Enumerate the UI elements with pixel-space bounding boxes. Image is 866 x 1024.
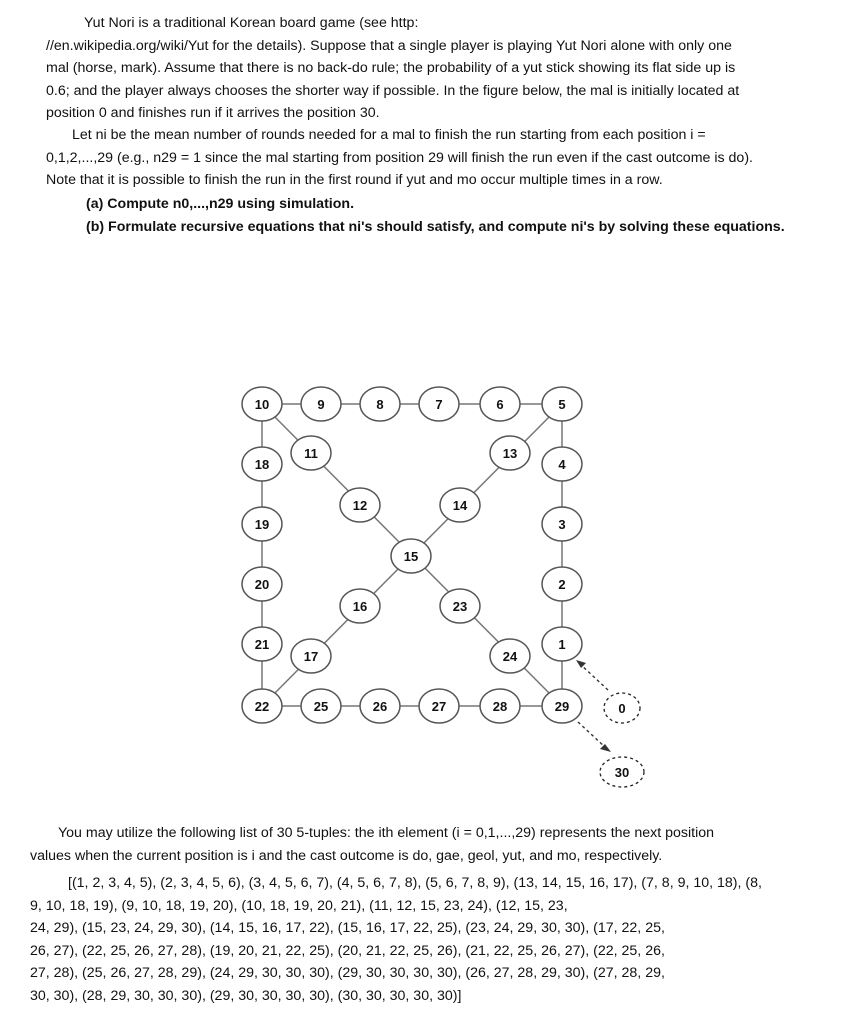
problem-definition	[46, 124, 838, 192]
svg-text:18: 18	[254, 457, 270, 472]
tuple-line-2: 9, 10, 18, 19), (9, 10, 18, 19, 20), (10, 18, 19, 20, 21), (11, 12, 15, 23, 24), (12, 15, 23,	[30, 897, 568, 914]
board-node-top-9	[301, 387, 341, 421]
intro-line-3: mal (horse, mark). Assume that there is no back-do rule; the probability of a yut stick showing its flat side up is	[46, 60, 736, 76]
tuple-line-1: [(1, 2, 3, 4, 5), (2, 3, 4, 5, 6), (3, 4, 5, 6, 7), (4, 5, 6, 7, 8), (5, 6, 7, 8, 9), (13, 14, 15, 16, 17), (7, 8, 9, 10, 18), (8,	[68, 875, 762, 891]
part-a: (a) Compute n0,...,n29 using simulation.	[86, 196, 355, 212]
svg-text:4: 4	[558, 457, 566, 472]
intro-line-5: position 0 and finishes run if it arrives the position 30.	[46, 105, 380, 121]
svg-text:6: 6	[496, 397, 504, 412]
board-node-bottom-27	[419, 689, 459, 723]
hint-line-2: values when the current position is i and the cast outcome is do, gae, geol, yut, and mo, respectively.	[30, 847, 663, 864]
svg-text:17: 17	[303, 649, 319, 664]
board-node-top-10	[242, 387, 282, 421]
board-node-bottom-25	[301, 689, 341, 723]
board-node-diagonal-11	[291, 436, 331, 470]
hint-line-1: You may utilize the following list of 30 5-tuples: the ith element (i = 0,1,...,29) represents the next position	[58, 825, 715, 841]
svg-text:8: 8	[376, 397, 384, 412]
svg-text:13: 13	[502, 446, 518, 461]
board-node-diagonal-17	[291, 639, 331, 673]
intro-line-4: 0.6; and the player always chooses the shorter way if possible. In the figure below, the mal is initially located at	[46, 82, 740, 99]
svg-text:19: 19	[254, 517, 270, 532]
tuple-line-6: 30, 30), (28, 29, 30, 30, 30), (29, 30, 30, 30, 30), (30, 30, 30, 30, 30)]	[30, 987, 462, 1004]
svg-text:15: 15	[403, 549, 419, 564]
svg-text:20: 20	[254, 577, 270, 592]
board-node-diagonal-24	[490, 639, 530, 673]
svg-text:23: 23	[452, 599, 468, 614]
board-node-diagonal-14	[440, 488, 480, 522]
yut-board-figure	[230, 380, 670, 800]
board-node-right-4	[542, 447, 582, 481]
board-node-diagonal-23	[440, 589, 480, 623]
svg-text:7: 7	[435, 397, 443, 412]
start-node	[604, 693, 640, 723]
svg-text:1: 1	[558, 637, 566, 652]
svg-text:11: 11	[304, 446, 318, 461]
svg-text:22: 22	[254, 699, 270, 714]
svg-text:25: 25	[313, 699, 329, 714]
svg-text:27: 27	[431, 699, 447, 714]
board-node-left-20	[242, 567, 282, 601]
board-node-left-19	[242, 507, 282, 541]
board-node-bottom-29	[542, 689, 582, 723]
board-node-diagonal-12	[340, 488, 380, 522]
board-node-top-8	[360, 387, 400, 421]
svg-text:14: 14	[452, 498, 468, 513]
tuple-line-3: 24, 29), (15, 23, 24, 29, 30), (14, 15, 16, 17, 22), (15, 16, 17, 22, 25), (23, 24, 29, 30, 30), (17, 22, 25,	[30, 920, 665, 936]
board-node-bottom-26	[360, 689, 400, 723]
problem-intro	[46, 12, 838, 125]
svg-text:21: 21	[254, 637, 270, 652]
svg-text:9: 9	[317, 397, 325, 412]
board-node-top-5	[542, 387, 582, 421]
board-node-bottom-22	[242, 689, 282, 723]
def-line-3: Note that it is possible to finish the run in the first round if yut and mo occur multiple times in a row.	[46, 172, 663, 188]
svg-text:28: 28	[492, 699, 508, 714]
def-line-2: 0,1,2,...,29 (e.g., n29 = 1 since the mal starting from position 29 will finish the run even if the cast outcome is do).	[46, 149, 753, 166]
svg-text:24: 24	[502, 649, 518, 664]
finish-node	[600, 757, 644, 787]
board-node-right-1	[542, 627, 582, 661]
board-node-left-18	[242, 447, 282, 481]
svg-text:26: 26	[372, 699, 388, 714]
intro-line-2: //en.wikipedia.org/wiki/Yut for the details). Suppose that a single player is playing Yut Nori alone with only one	[46, 37, 732, 54]
def-line-1: Let ni be the mean number of rounds needed for a mal to finish the run starting from each position i =	[72, 127, 706, 143]
hint-text	[30, 822, 842, 867]
tuple-list	[30, 872, 842, 1007]
svg-text:0: 0	[618, 701, 626, 716]
svg-text:16: 16	[352, 599, 368, 614]
intro-line-1: Yut Nori is a traditional Korean board game (see http:	[84, 15, 419, 31]
tuple-line-5: 27, 28), (25, 26, 27, 28, 29), (24, 29, 30, 30, 30), (29, 30, 30, 30, 30), (26, 27, 28, 29, 30), (27, 28, 29,	[30, 965, 665, 981]
board-node-diagonal-13	[490, 436, 530, 470]
board-node-diagonal-16	[340, 589, 380, 623]
svg-text:12: 12	[352, 498, 368, 513]
svg-text:3: 3	[558, 517, 566, 532]
board-node-top-7	[419, 387, 459, 421]
board-node-right-2	[542, 567, 582, 601]
board-node-left-21	[242, 627, 282, 661]
svg-text:30: 30	[614, 765, 630, 780]
svg-text:10: 10	[254, 397, 270, 412]
tuple-line-4: 26, 27), (22, 25, 26, 27, 28), (19, 20, 21, 22, 25), (20, 21, 22, 25, 26), (21, 22, 25, 26, 27), (22, 25, 26,	[30, 942, 665, 959]
board-node-right-3	[542, 507, 582, 541]
svg-text:29: 29	[554, 699, 570, 714]
board-node-diagonal-15	[391, 539, 431, 573]
board-node-top-6	[480, 387, 520, 421]
part-b: (b) Formulate recursive equations that ni's should satisfy, and compute ni's by solving these equations.	[86, 219, 785, 235]
svg-text:5: 5	[558, 397, 566, 412]
board-node-bottom-28	[480, 689, 520, 723]
svg-text:2: 2	[558, 577, 566, 592]
